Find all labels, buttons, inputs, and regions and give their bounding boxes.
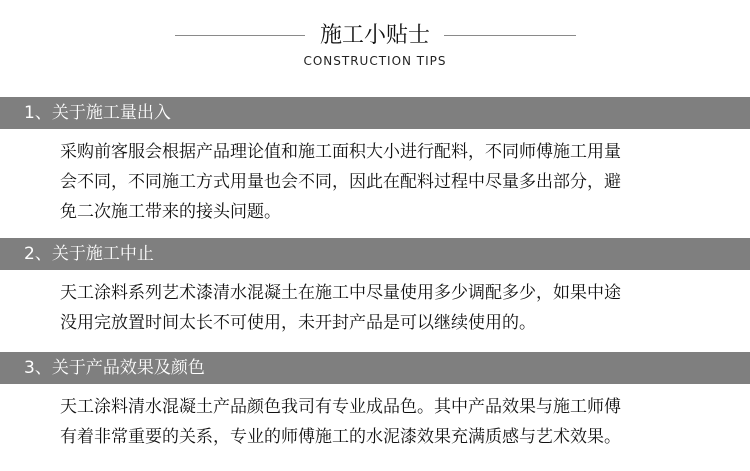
section-body bbox=[0, 270, 690, 338]
page-header bbox=[0, 0, 750, 90]
section-heading: 3、关于产品效果及颜色 bbox=[0, 352, 750, 384]
section-body bbox=[0, 384, 690, 452]
body-line: 天工涂料清水混凝土产品颜色我司有专业成品色。其中产品效果与施工师傅 bbox=[60, 397, 621, 417]
section-body bbox=[0, 129, 690, 227]
section-heading: 1、关于施工量出入 bbox=[0, 97, 750, 129]
section-construction-pause bbox=[0, 238, 750, 338]
body-line: 免二次施工带来的接头问题。 bbox=[60, 202, 281, 222]
section-product-effect-color bbox=[0, 352, 750, 452]
section-heading: 2、关于施工中止 bbox=[0, 238, 750, 270]
body-line: 没用完放置时间太长不可使用，未开封产品是可以继续使用的。 bbox=[60, 313, 536, 333]
header-divider-right bbox=[444, 35, 576, 36]
body-line: 采购前客服会根据产品理论值和施工面积大小进行配料，不同师傅施工用量 bbox=[60, 142, 621, 162]
body-line: 会不同，不同施工方式用量也会不同，因此在配料过程中尽量多出部分，避 bbox=[60, 172, 621, 192]
body-line: 有着非常重要的关系，专业的师傅施工的水泥漆效果充满质感与艺术效果。 bbox=[60, 427, 621, 447]
page-title: 施工小贴士 bbox=[319, 23, 430, 48]
body-line: 天工涂料系列艺术漆清水混凝土在施工中尽量使用多少调配多少，如果中途 bbox=[60, 283, 621, 303]
page-subtitle: CONSTRUCTION TIPS bbox=[303, 54, 447, 68]
section-construction-quantity bbox=[0, 97, 750, 227]
